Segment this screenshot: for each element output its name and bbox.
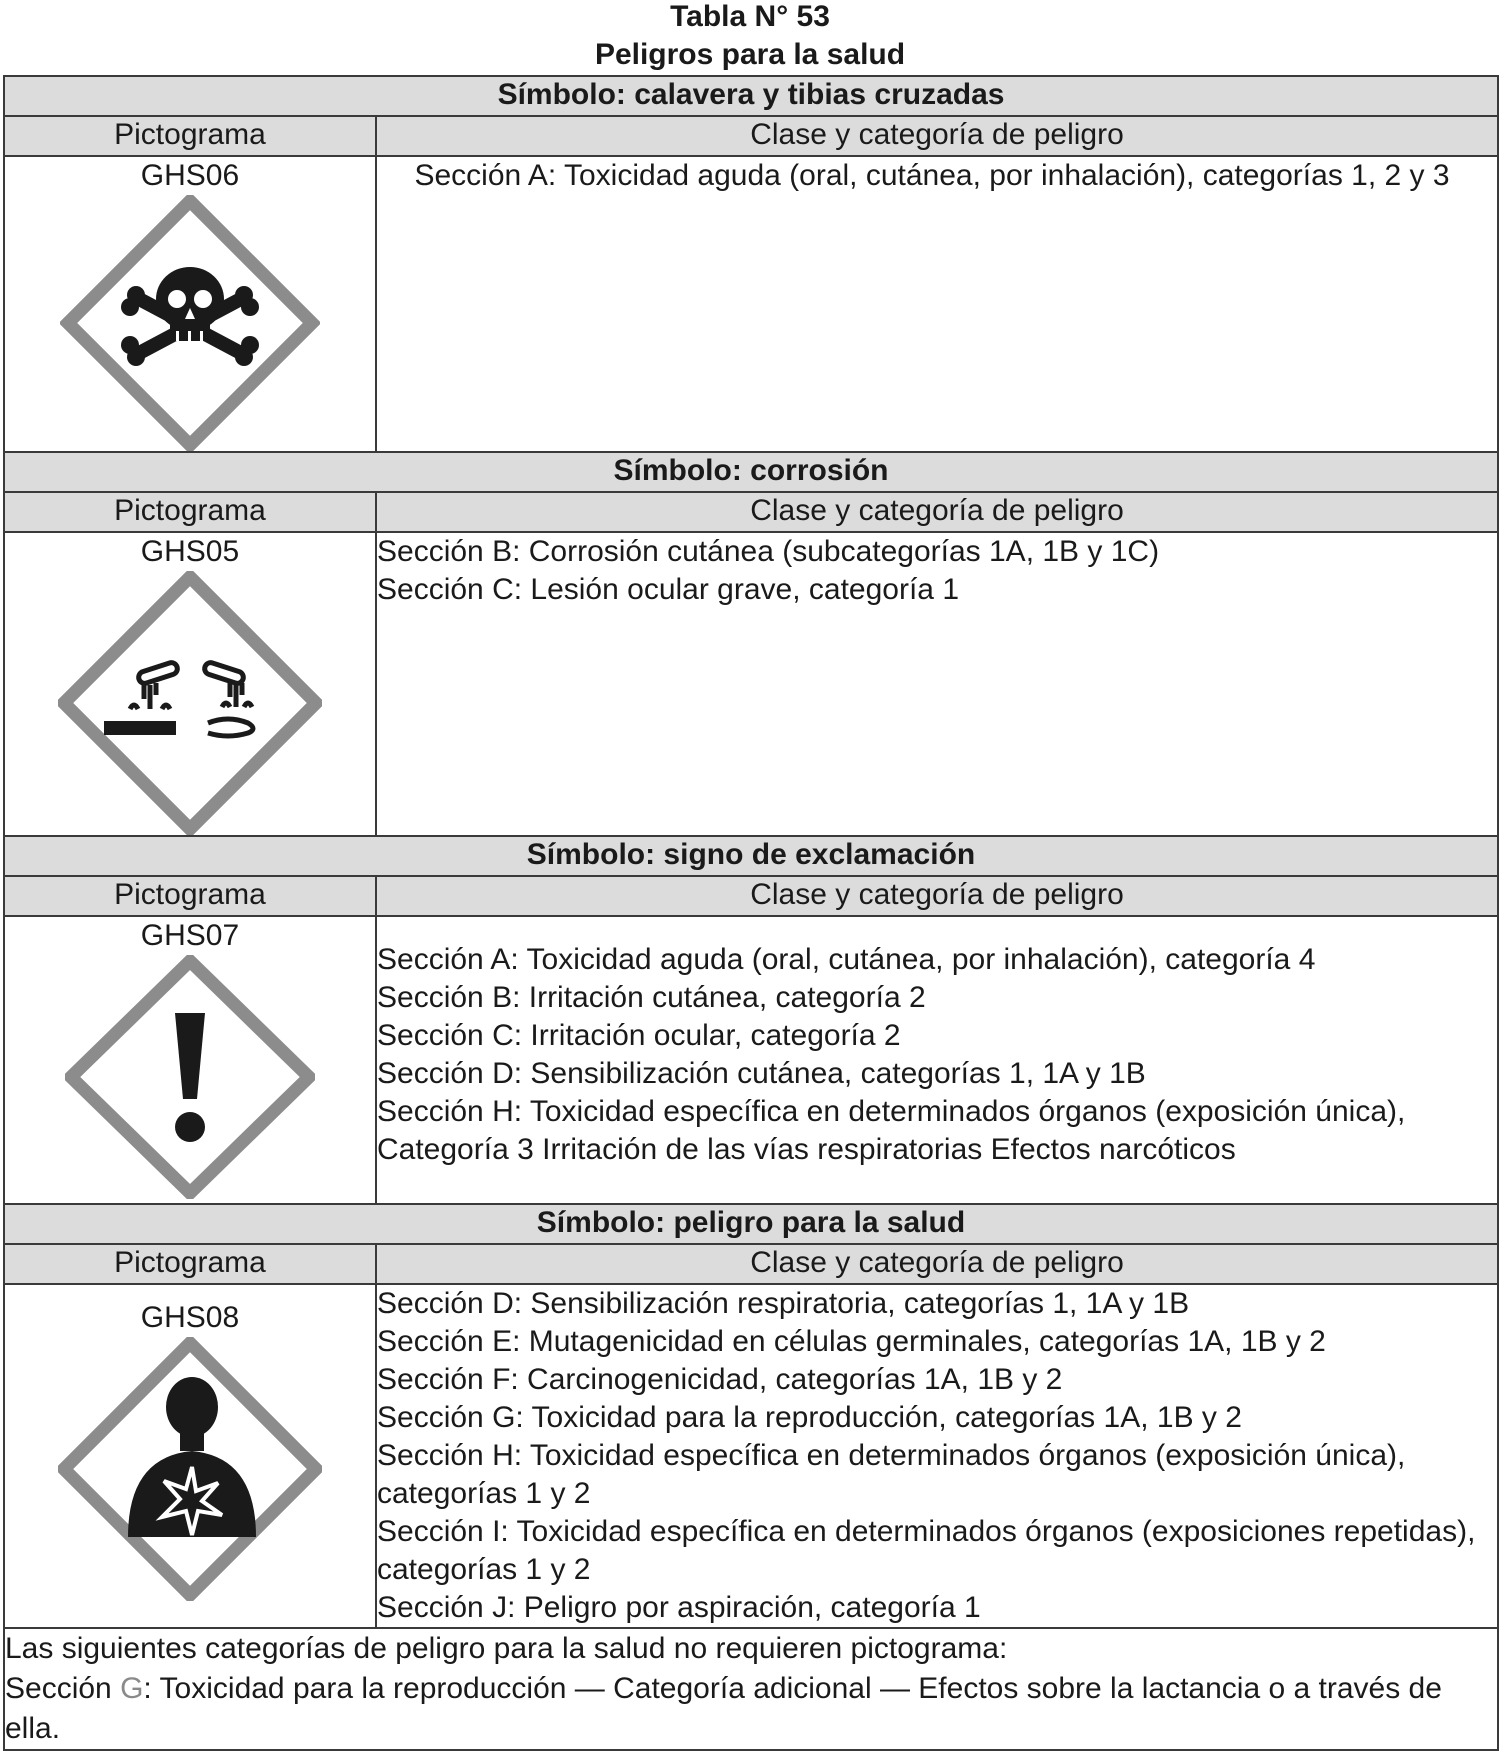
pictogram-code: GHS05 xyxy=(140,535,240,568)
hazard-line: Sección A: Toxicidad aguda (oral, cutánea, por inhalación), categorías 1, 2 y 3 xyxy=(414,159,1450,192)
pictogram-column-header: Pictograma xyxy=(4,492,376,532)
table-subtitle: Peligros para la salud xyxy=(594,38,906,71)
pictogram-code: GHS08 xyxy=(140,1301,240,1334)
footer-section-letter: G xyxy=(120,1672,144,1705)
hazard-class-cell xyxy=(376,156,1498,452)
footer-prefix: Sección xyxy=(5,1672,121,1705)
hazard-line: Sección F: Carcinogenicidad, categorías 1A, 1B y 2 xyxy=(377,1363,1063,1396)
pictogram-column-header: Pictograma xyxy=(4,876,376,916)
hazard-line: Sección B: Corrosión cutánea (subcategorías 1A, 1B y 1C) xyxy=(377,535,1160,568)
pictogram-cell xyxy=(4,156,376,452)
pictogram-cell xyxy=(4,1284,376,1628)
corrosion-icon xyxy=(58,571,322,835)
symbol-heading: Símbolo: signo de exclamación xyxy=(4,836,1498,876)
hazard-class-column-header: Clase y categoría de peligro xyxy=(376,492,1498,532)
health-hazard-icon xyxy=(58,1337,322,1601)
hazard-line: Sección D: Sensibilización cutánea, categorías 1, 1A y 1B xyxy=(377,1057,1146,1090)
pictogram-code: GHS06 xyxy=(140,159,240,192)
footer-note xyxy=(4,1628,1498,1750)
hazard-class-column-header: Clase y categoría de peligro xyxy=(376,876,1498,916)
hazard-class-cell xyxy=(376,916,1498,1204)
hazard-line: Sección J: Peligro por aspiración, categoría 1 xyxy=(377,1591,981,1624)
table-title: Tabla N° 53 xyxy=(670,0,830,33)
hazard-line: Sección H: Toxicidad específica en determinados órganos (exposición única), Categoría 3 Irritación de las vías respiratorias Efectos narcóticos xyxy=(377,1095,1406,1166)
hazard-class-cell xyxy=(376,532,1498,836)
symbol-heading: Símbolo: corrosión xyxy=(4,452,1498,492)
hazard-line: Sección I: Toxicidad específica en determinados órganos (exposiciones repetidas), categorías 1 y 2 xyxy=(377,1515,1476,1586)
pictogram-cell xyxy=(4,916,376,1204)
footer-intro: Las siguientes categorías de peligro para la salud no requieren pictograma: xyxy=(5,1632,1008,1665)
hazard-line: Sección G: Toxicidad para la reproducción, categorías 1A, 1B y 2 xyxy=(377,1401,1242,1434)
exclamation-mark-icon xyxy=(65,955,315,1199)
pictogram-cell xyxy=(4,532,376,836)
hazard-table xyxy=(3,75,1499,1751)
hazard-line: Sección C: Irritación ocular, categoría 2 xyxy=(377,1019,901,1052)
hazard-class-cell xyxy=(376,1284,1498,1628)
hazard-line: Sección D: Sensibilización respiratoria, categorías 1, 1A y 1B xyxy=(377,1287,1190,1320)
hazard-line: Sección B: Irritación cutánea, categoría 2 xyxy=(377,981,926,1014)
symbol-heading: Símbolo: peligro para la salud xyxy=(4,1204,1498,1244)
footer-text: : Toxicidad para la reproducción — Categoría adicional — Efectos sobre la lactancia o a través de ella. xyxy=(5,1672,1442,1745)
hazard-line: Sección E: Mutagenicidad en células germinales, categorías 1A, 1B y 2 xyxy=(377,1325,1326,1358)
hazard-class-column-header: Clase y categoría de peligro xyxy=(376,116,1498,156)
skull-and-crossbones-icon xyxy=(60,195,320,451)
pictogram-column-header: Pictograma xyxy=(4,116,376,156)
pictogram-code: GHS07 xyxy=(140,919,240,952)
pictogram-column-header: Pictograma xyxy=(4,1244,376,1284)
hazard-line: Sección C: Lesión ocular grave, categoría 1 xyxy=(377,573,959,606)
hazard-line: Sección A: Toxicidad aguda (oral, cutánea, por inhalación), categoría 4 xyxy=(377,943,1316,976)
symbol-heading: Símbolo: calavera y tibias cruzadas xyxy=(4,76,1498,116)
hazard-class-column-header: Clase y categoría de peligro xyxy=(376,1244,1498,1284)
hazard-line: Sección H: Toxicidad específica en determinados órganos (exposición única), categorías 1 y 2 xyxy=(377,1439,1406,1510)
